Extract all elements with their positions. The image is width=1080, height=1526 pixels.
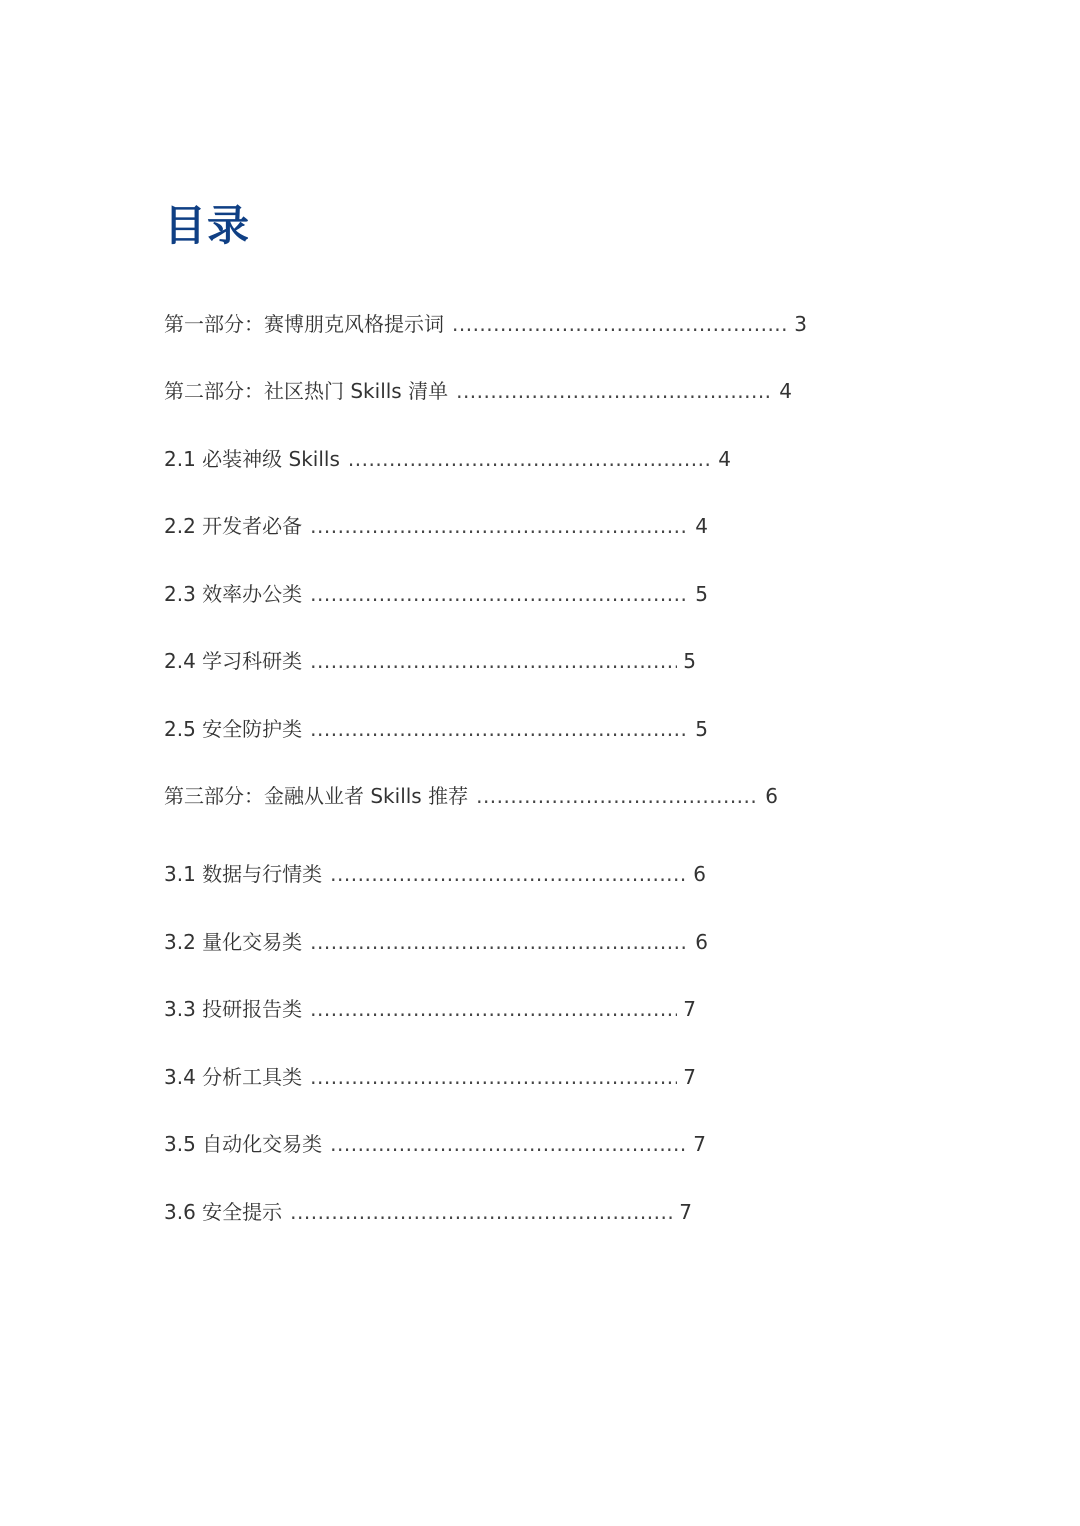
toc-dot-leader: [330, 860, 687, 888]
toc-page-number: 3: [794, 312, 807, 336]
toc-entry-part-3[interactable]: [164, 782, 778, 810]
toc-dot-leader: [330, 1130, 687, 1158]
toc-entry-label: 3.5 自动化交易类: [164, 1132, 323, 1156]
toc-dot-leader: [456, 377, 773, 405]
toc-entry-3-6[interactable]: [164, 1198, 692, 1226]
toc-entry-label: 3.4 分析工具类: [164, 1065, 303, 1089]
toc-page-number: 7: [683, 1065, 696, 1089]
toc-entry-2-3[interactable]: [164, 580, 708, 608]
toc-page-number: 5: [695, 582, 708, 606]
toc-page-number: 7: [679, 1200, 692, 1224]
toc-dot-leader: [290, 1198, 673, 1226]
toc-entry-3-4[interactable]: [164, 1063, 696, 1091]
toc-dot-leader: [310, 995, 677, 1023]
toc-page-number: 4: [718, 447, 731, 471]
toc-dot-leader: [452, 310, 788, 338]
toc-page-number: 7: [683, 997, 696, 1021]
toc-entry-2-4[interactable]: [164, 647, 696, 675]
toc-entry-label: 2.2 开发者必备: [164, 514, 303, 538]
toc-page-number: 5: [695, 717, 708, 741]
toc-page-number: 4: [695, 514, 708, 538]
toc-entry-2-5[interactable]: [164, 715, 708, 743]
toc-page-number: 6: [765, 784, 778, 808]
toc-dot-leader: [310, 580, 689, 608]
toc-page-number: 5: [683, 649, 696, 673]
toc-entry-label: 第一部分：赛博朋克风格提示词: [164, 312, 444, 336]
toc-entry-label: 第三部分：金融从业者 Skills 推荐: [164, 784, 469, 808]
toc-page-number: 6: [693, 862, 706, 886]
toc-dot-leader: [476, 782, 759, 810]
toc-entry-label: 2.1 必装神级 Skills: [164, 447, 340, 471]
toc-entry-3-1[interactable]: [164, 860, 706, 888]
toc-entry-2-1[interactable]: [164, 445, 731, 473]
toc-dot-leader: [310, 647, 677, 675]
toc-dot-leader: [310, 715, 689, 743]
toc-entry-label: 3.2 量化交易类: [164, 930, 303, 954]
toc-dot-leader: [310, 512, 689, 540]
toc-entry-label: 3.6 安全提示: [164, 1200, 283, 1224]
toc-entry-part-2[interactable]: [164, 377, 792, 405]
toc-entry-label: 2.3 效率办公类: [164, 582, 303, 606]
toc-entry-3-5[interactable]: [164, 1130, 706, 1158]
toc-entry-label: 2.4 学习科研类: [164, 649, 303, 673]
toc-entry-part-1[interactable]: [164, 310, 807, 338]
toc-page-number: 4: [779, 379, 792, 403]
toc-entry-label: 2.5 安全防护类: [164, 717, 303, 741]
toc-dot-leader: [310, 1063, 677, 1091]
toc-entry-2-2[interactable]: [164, 512, 708, 540]
toc-entry-label: 3.3 投研报告类: [164, 997, 303, 1021]
toc-page-number: 7: [693, 1132, 706, 1156]
toc-dot-leader: [348, 445, 712, 473]
toc-entry-label: 3.1 数据与行情类: [164, 862, 323, 886]
toc-entry-3-2[interactable]: [164, 928, 708, 956]
toc-title: 目录: [164, 201, 251, 250]
toc-entry-label: 第二部分：社区热门 Skills 清单: [164, 379, 449, 403]
toc-page-number: 6: [695, 930, 708, 954]
toc-dot-leader: [310, 928, 689, 956]
toc-entry-3-3[interactable]: [164, 995, 696, 1023]
